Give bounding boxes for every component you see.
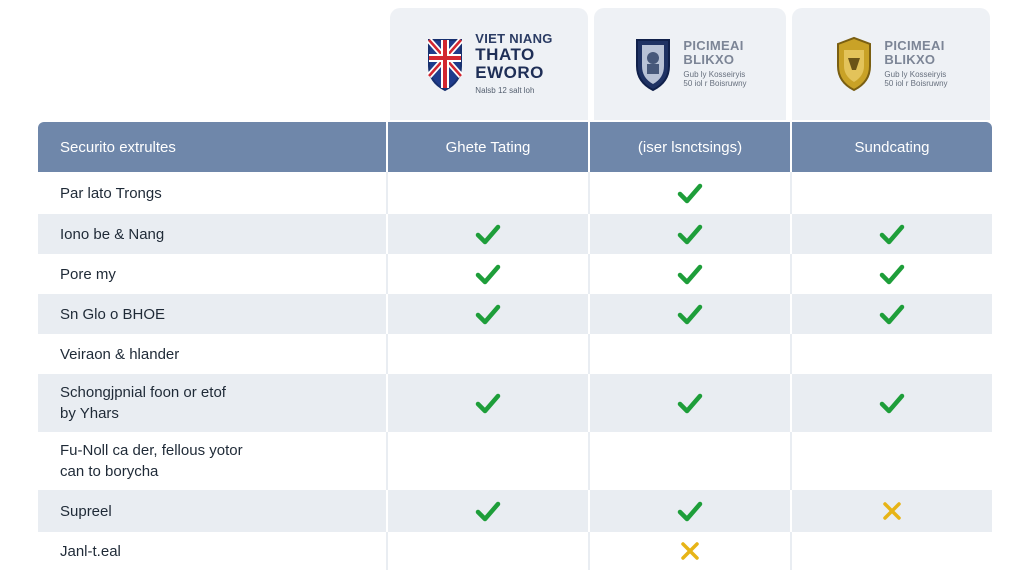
row-cell-column-3 [790,432,992,490]
table-row [38,490,992,532]
logo-3-tagline-2: 50 iol r Boisruwny [884,79,948,89]
row-feature-label [38,334,386,374]
comparison-table [38,122,992,570]
row-cell-column-3 [790,294,992,334]
header-feature-column: Securito extrultes [60,138,176,156]
row-feature-label [38,172,386,214]
provider-logo-card-2 [594,8,786,120]
row-label-line-1: Schongjpnial foon or etof [60,384,226,401]
row-cell-column-2 [588,490,790,532]
row-cell-column-1 [386,214,588,254]
table-row [38,532,992,570]
check-icon [475,498,501,524]
row-feature-label [38,254,386,294]
row-label-line-1: Fu-Noll ca der, fellous yotor [60,442,243,459]
row-label-line-1: Supreel [60,502,112,520]
logo-1-line-2: THATO [475,44,535,64]
row-cell-column-3 [790,172,992,214]
provider-logo-card-3 [792,8,990,120]
logo-2-line-1: PICIMEAI [683,38,744,54]
row-cell-column-2 [588,214,790,254]
logo-2-tagline-2: 50 iol r Boisruwny [683,79,747,89]
row-cell-column-1 [386,294,588,334]
logo-2-line-2: BLIKXO [683,52,735,68]
cross-icon [677,538,703,564]
row-label-line-1: Veiraon & hlander [60,345,180,363]
header-column-3: Sundcating [790,122,992,172]
row-feature-label [38,490,386,532]
uk-flag-shield-icon [425,36,465,92]
logo-3-line-1: PICIMEAI [884,38,945,54]
logo-2-tagline-1: Gub ly Kosseiryis [683,69,746,79]
check-icon [677,221,703,247]
row-cell-column-2 [588,432,790,490]
row-cell-column-3 [790,214,992,254]
row-cell-column-1 [386,172,588,214]
row-feature-label [38,432,386,490]
row-cell-column-2 [588,374,790,432]
row-cell-column-2 [588,254,790,294]
table-row [38,334,992,374]
table-row [38,432,992,490]
table-row [38,214,992,254]
provider-logo-card-1 [390,8,588,120]
row-feature-label [38,532,386,570]
table-row [38,374,992,432]
gold-crest-shield-icon [834,36,874,92]
row-cell-column-1 [386,532,588,570]
check-icon [879,390,905,416]
check-icon [475,390,501,416]
row-cell-column-1 [386,374,588,432]
row-label-line-2: by Yhars [60,405,119,422]
cross-icon [879,498,905,524]
row-feature-label [38,294,386,334]
check-icon [677,261,703,287]
check-icon [879,261,905,287]
logo-1-tagline: Nalsb 12 salt loh [475,86,535,96]
logo-1-line-1: VIET NIANG [475,31,553,47]
table-row [38,254,992,294]
logo-3-line-2: BLIKXO [884,52,936,68]
header-column-1: Ghete Tating [386,122,588,172]
check-icon [475,261,501,287]
check-icon [677,390,703,416]
check-icon [677,498,703,524]
row-label-line-1: Pore my [60,265,116,283]
table-row [38,172,992,214]
navy-crest-shield-icon [633,36,673,92]
check-icon [879,301,905,327]
logo-3-tagline-1: Gub ly Kosseiryis [884,69,947,79]
row-cell-column-3 [790,374,992,432]
row-cell-column-2 [588,294,790,334]
row-cell-column-2 [588,172,790,214]
row-cell-column-1 [386,334,588,374]
row-feature-label [38,214,386,254]
row-cell-column-3 [790,532,992,570]
row-label-line-1: Iono be & Nang [60,225,165,243]
row-cell-column-3 [790,490,992,532]
row-cell-column-1 [386,490,588,532]
row-cell-column-2 [588,532,790,570]
row-label-line-1: Janl-t.eal [60,542,121,560]
row-label-line-1: Sn Glo o BHOE [60,305,166,323]
row-cell-column-2 [588,334,790,374]
check-icon [677,180,703,206]
header-column-2: (iser lsnctsings) [588,122,790,172]
logo-1-line-3: EWORO [475,62,544,82]
row-cell-column-3 [790,254,992,294]
table-header [38,122,992,172]
row-label-line-1: Par lato Trongs [60,184,162,202]
check-icon [879,221,905,247]
row-cell-column-1 [386,254,588,294]
check-icon [677,301,703,327]
row-feature-label [38,374,386,432]
row-label-line-2: can to borycha [60,463,159,480]
check-icon [475,221,501,247]
row-cell-column-1 [386,432,588,490]
table-row [38,294,992,334]
table-body [38,172,992,570]
check-icon [475,301,501,327]
row-cell-column-3 [790,334,992,374]
